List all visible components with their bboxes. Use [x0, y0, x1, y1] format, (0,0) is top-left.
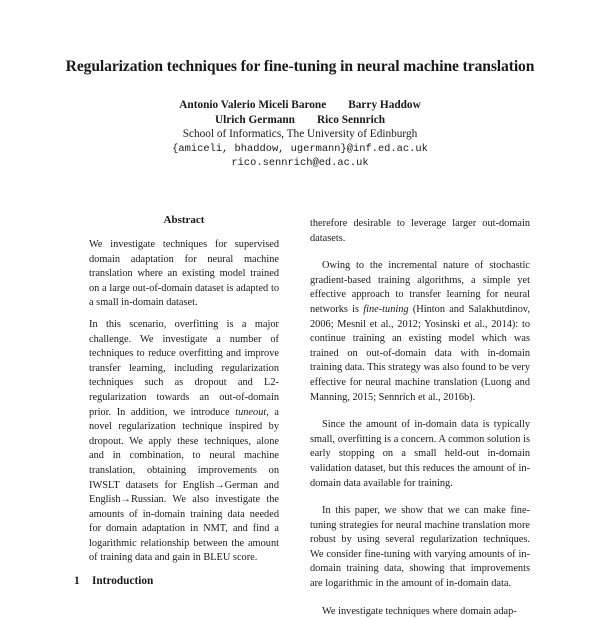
author-miceli-barone: Antonio Valerio Miceli Barone	[179, 99, 327, 111]
authors-line-1	[0, 98, 600, 113]
right-paragraph-4: In this paper, we show that we can make fine-tuning strategies for neural machine translation more robust by using several regularization techniques. We consider fine-tuning with varying amounts of in-domain training data, showing that improvements are logarithmic in the amount of in-domain data.	[310, 505, 530, 590]
abstract-paragraph-2	[89, 318, 279, 566]
right-p2-text-b: (Hinton and Salakhutdinov, 2006; Mesnil et al., 2012; Yosinski et al., 2014): to continue training an existing model which was trained on out-of-domain data with in-domain training data. This strategy was also found to be very effective for neural machine translation (Luong and Manning, 2015; Sennrich et al., 2016b).	[310, 303, 530, 403]
section-heading-introduction	[74, 575, 153, 587]
right-column-body	[310, 217, 530, 619]
section-title: Introduction	[92, 575, 154, 587]
affiliation: School of Informatics, The University of Edinburgh	[182, 128, 418, 141]
author-block	[0, 98, 600, 171]
paper-title: Regularization techniques for fine-tuning in neural machine translation	[65, 58, 535, 75]
abstract-heading: Abstract	[163, 214, 205, 226]
abstract-p2-text-a: In this scenario, overfitting is a major challenge. We investigate a number of techniques to reduce overfitting and improve transfer learning, including regularization techniques such as dropout and L2-regularization towards an out-of-domain prior. In addition, we introduce	[89, 318, 279, 418]
author-haddow: Barry Haddow	[348, 99, 421, 111]
abstract-body	[89, 238, 279, 566]
right-p2-text-a: Owing to the incremental nature of stochastic gradient-based training algorithms, a simple yet effective approach to transfer learning for neural networks is	[310, 260, 530, 315]
right-p2-emphasis: fine-tuning	[363, 303, 409, 315]
abstract-paragraph-1: We investigate techniques for supervised domain adaptation for neural machine translation where an existing model trained on a large out-of-domain dataset is adapted to a small in-domain dataset.	[89, 239, 279, 309]
right-paragraph-3: Since the amount of in-domain data is typically small, overfitting is a concern. A common solution is early stopping on a small held-out in-domain validation dataset, but this reduces the amount of in-domain data available for training.	[310, 419, 530, 489]
abstract-p2-text-b: , a novel regularization technique inspired by dropout. We apply these techniques, alone and in combination, to neural machine translation, obtaining improvements on IWSLT datasets for English→German and English→Russian. We also investigate the amounts of in-domain training data needed for domain adaptation in NMT, and find a logarithmic relationship between the amount of training data and gain in BLEU score.	[89, 406, 279, 564]
email-line-1: {amiceli, bhaddow, ugermann}@inf.ed.ac.uk	[172, 142, 428, 155]
right-paragraph-5: We investigate techniques where domain adap-	[322, 605, 517, 617]
author-germann: Ulrich Germann	[214, 113, 295, 126]
right-paragraph-1: therefore desirable to leverage larger out-domain datasets.	[310, 218, 530, 244]
authors-line-2	[0, 113, 600, 128]
abstract-p2-emphasis: tuneout	[235, 406, 267, 418]
email-line-2: rico.sennrich@ed.ac.uk	[231, 157, 369, 170]
right-paragraph-2	[310, 259, 530, 405]
section-number: 1	[74, 575, 80, 587]
author-sennrich: Rico Sennrich	[316, 113, 386, 126]
